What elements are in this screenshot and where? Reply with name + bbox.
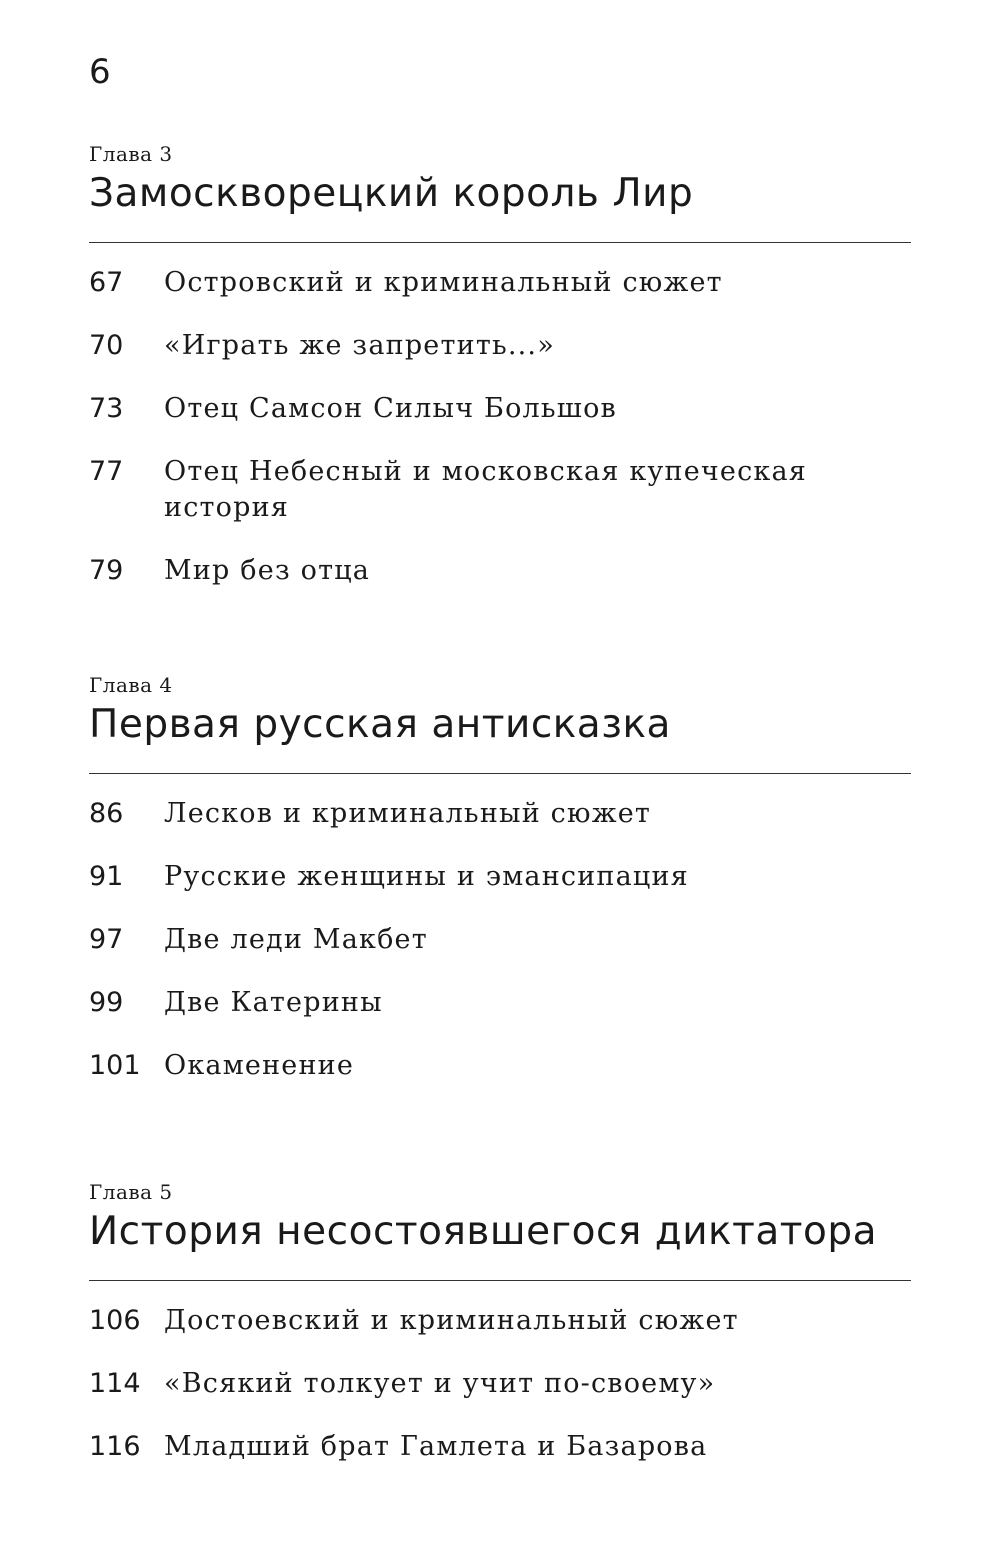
toc-entry-page: 114 [89,1368,141,1399]
toc-entry-title: Достоевский и криминальный сюжет [164,1305,739,1336]
toc-entry-title: Две Катерины [164,987,383,1018]
toc-entry-page: 106 [89,1305,141,1336]
toc-entry[interactable] [89,391,911,427]
toc-entry-title: Островский и криминальный сюжет [164,267,723,298]
toc-entry-page: 67 [89,267,124,298]
toc-entry-list [89,1303,911,1465]
chapter-5-section [89,1180,911,1492]
toc-entry[interactable] [89,1429,911,1465]
chapter-4-section [89,673,911,1111]
toc-entry[interactable] [89,553,911,589]
toc-entry-title: Отец Небесный и московская купеческая история [164,456,808,523]
toc-entry-page: 97 [89,924,124,955]
toc-entry[interactable] [89,859,911,895]
toc-entry-title: Две леди Макбет [164,924,428,955]
toc-entry-title: «Играть же запретить...» [164,330,555,361]
toc-entry-list [89,796,911,1084]
toc-entry[interactable] [89,1048,911,1084]
chapter-3-section [89,142,911,616]
chapter-divider [89,1280,911,1281]
toc-entry[interactable] [89,796,911,832]
toc-entry-title: Отец Самсон Силыч Большов [164,393,617,424]
chapter-divider [89,773,911,774]
toc-entry-title: Мир без отца [164,555,371,586]
toc-entry-list [89,265,911,589]
toc-entry-title: Лесков и криминальный сюжет [164,798,652,829]
toc-entry-page: 70 [89,330,124,361]
toc-entry-title: «Всякий толкует и учит по-своему» [164,1368,716,1399]
toc-entry[interactable] [89,1303,911,1339]
toc-entry[interactable] [89,922,911,958]
toc-entry-page: 116 [89,1431,141,1462]
chapter-title: Замоскворецкий король Лир [89,171,694,216]
toc-entry[interactable] [89,985,911,1021]
toc-entry[interactable] [89,265,911,301]
toc-entry-title: Младший брат Гамлета и Базарова [164,1431,708,1462]
chapter-label: Глава 4 [89,673,173,697]
chapter-title: История несостоявшегося диктатора [89,1209,877,1254]
page-number: 6 [89,52,111,92]
chapter-label: Глава 3 [89,142,173,166]
toc-entry-page: 77 [89,456,124,487]
toc-entry-page: 79 [89,555,124,586]
toc-entry[interactable] [89,328,911,364]
toc-entry-page: 91 [89,861,124,892]
toc-entry[interactable] [89,454,911,526]
toc-entry-title: Русские женщины и эмансипация [164,861,689,892]
toc-entry-page: 86 [89,798,124,829]
chapter-title: Первая русская антисказка [89,702,671,747]
toc-entry-page: 99 [89,987,124,1018]
toc-entry[interactable] [89,1366,911,1402]
toc-entry-title: Окаменение [164,1050,355,1081]
chapter-label: Глава 5 [89,1180,173,1204]
toc-entry-page: 73 [89,393,124,424]
toc-entry-page: 101 [89,1050,141,1081]
chapter-divider [89,242,911,243]
